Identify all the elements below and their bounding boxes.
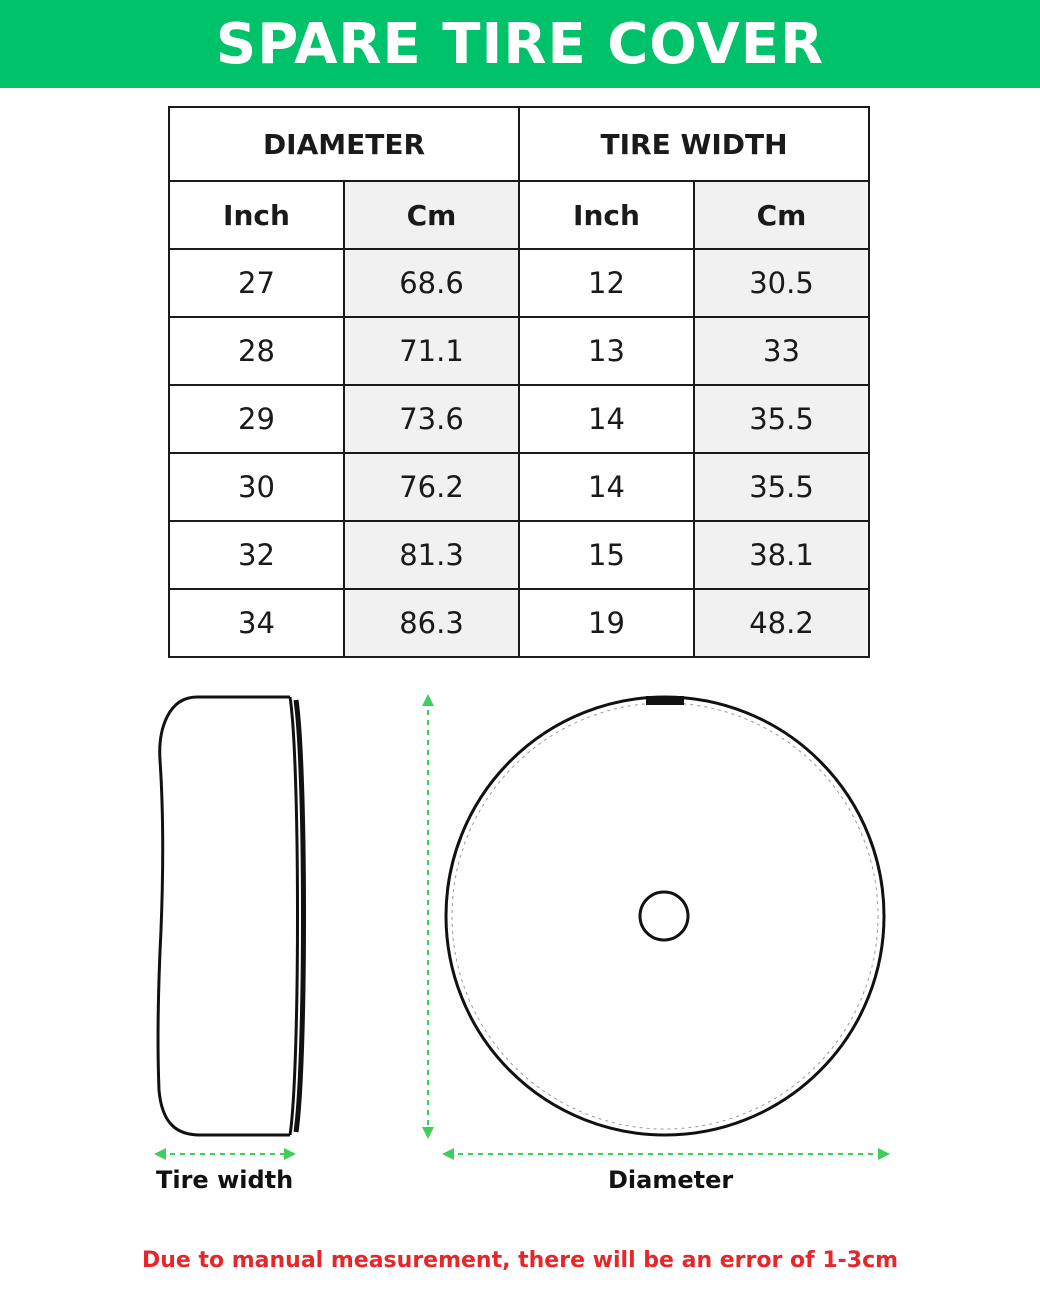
diameter-cm-cell: 86.3 [344, 589, 519, 657]
width-inch-cell: 14 [519, 385, 694, 453]
diameter-cm-cell: 73.6 [344, 385, 519, 453]
table-row [169, 589, 869, 657]
diameter-inch-cell: 27 [169, 249, 344, 317]
diameter-inch-cell: 30 [169, 453, 344, 521]
diameter-inch-cell: 32 [169, 521, 344, 589]
width-cm-cell: 35.5 [694, 385, 869, 453]
tire-width-label: Tire width [156, 1166, 294, 1194]
measurement-error-note: Due to manual measurement, there will be an error of 1-3cm [141, 1248, 899, 1273]
table-row [169, 385, 869, 453]
diameter-inch-cell: 28 [169, 317, 344, 385]
width-inch-cell: 15 [519, 521, 694, 589]
width-inch-cell: 12 [519, 249, 694, 317]
table-row [169, 521, 869, 589]
width-inch-header: Inch [519, 181, 694, 249]
diameter-label: Diameter [608, 1166, 734, 1194]
width-inch-cell: 14 [519, 453, 694, 521]
diameter-cm-cell: 71.1 [344, 317, 519, 385]
width-cm-cell: 30.5 [694, 249, 869, 317]
diameter-cm-header: Cm [344, 181, 519, 249]
width-cm-cell: 38.1 [694, 521, 869, 589]
title-banner [0, 0, 1040, 88]
table-row [169, 453, 869, 521]
diameter-inch-cell: 34 [169, 589, 344, 657]
tire-cover-diagram [0, 660, 1040, 1220]
front-view-tire-cover [446, 696, 884, 1135]
table-group-header-row [169, 107, 869, 181]
width-inch-cell: 19 [519, 589, 694, 657]
tire-width-header: TIRE WIDTH [519, 107, 869, 181]
width-cm-cell: 48.2 [694, 589, 869, 657]
width-cm-cell: 35.5 [694, 453, 869, 521]
size-chart-table [168, 106, 870, 658]
top-tab [646, 696, 684, 705]
page-title: SPARE TIRE COVER [215, 11, 825, 77]
width-inch-cell: 13 [519, 317, 694, 385]
side-view-tire-cover [158, 697, 304, 1135]
table-row [169, 249, 869, 317]
diameter-cm-cell: 76.2 [344, 453, 519, 521]
width-cm-header: Cm [694, 181, 869, 249]
width-cm-cell: 33 [694, 317, 869, 385]
diameter-inch-cell: 29 [169, 385, 344, 453]
diameter-cm-cell: 81.3 [344, 521, 519, 589]
diameter-cm-cell: 68.6 [344, 249, 519, 317]
table-unit-header-row [169, 181, 869, 249]
diameter-inch-header: Inch [169, 181, 344, 249]
diameter-header: DIAMETER [169, 107, 519, 181]
table-row [169, 317, 869, 385]
camera-hole-icon [640, 892, 688, 940]
